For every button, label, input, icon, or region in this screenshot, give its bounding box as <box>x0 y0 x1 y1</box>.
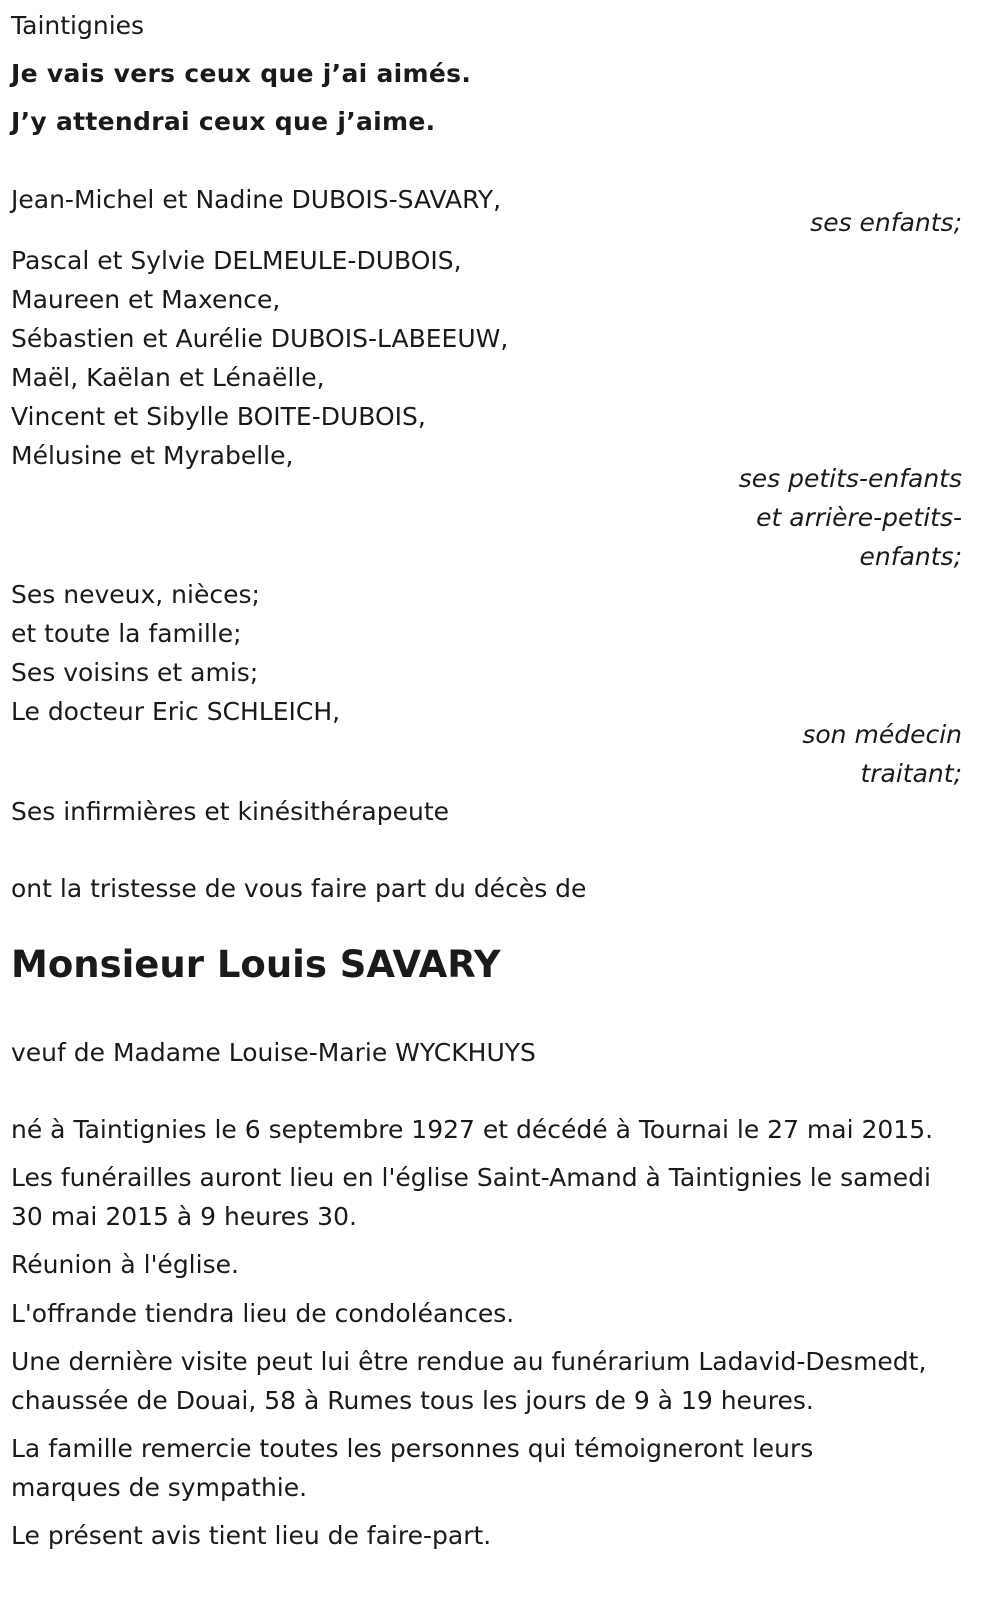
place-heading: Taintignies <box>11 11 145 40</box>
nurses-line: Ses infirmières et kinésithérapeute <box>11 797 450 826</box>
doctor-role-line: traitant; <box>860 759 962 788</box>
doctor-name: Le docteur Eric SCHLEICH, <box>11 697 341 726</box>
offering-line: L'offrande tiendra lieu de condoléances. <box>11 1299 515 1328</box>
relatives-line: Ses neveux, nièces; <box>11 580 260 609</box>
meeting-line: Réunion à l'église. <box>11 1250 239 1279</box>
grandchild-line: Pascal et Sylvie DELMEULE-DUBOIS, <box>11 246 462 275</box>
thanks-line: La famille remercie toutes les personnes qui témoigneront leurs <box>11 1434 814 1463</box>
epitaph-line-1: Je vais vers ceux que j’ai aimés. <box>11 59 472 88</box>
birth-death-line: né à Taintignies le 6 septembre 1927 et décédé à Tournai le 27 mai 2015. <box>11 1115 934 1144</box>
epitaph-line-2: J’y attendrai ceux que j’aime. <box>11 107 436 136</box>
grandchild-line: Maureen et Maxence, <box>11 285 281 314</box>
thanks-line: marques de sympathie. <box>11 1473 308 1502</box>
relatives-line: et toute la famille; <box>11 619 242 648</box>
funeral-line: Les funérailles auront lieu en l'église Saint-Amand à Taintignies le samedi <box>11 1163 931 1192</box>
grandchildren-role-line: ses petits-enfants <box>738 464 962 493</box>
notice-line: Le présent avis tient lieu de faire-part. <box>11 1521 492 1550</box>
grandchild-line: Vincent et Sibylle BOITE-DUBOIS, <box>11 402 426 431</box>
widow-of-line: veuf de Madame Louise-Marie WYCKHUYS <box>11 1038 536 1067</box>
visit-line: chaussée de Douai, 58 à Rumes tous les jours de 9 à 19 heures. <box>11 1386 814 1415</box>
visit-line: Une dernière visite peut lui être rendue au funérarium Ladavid-Desmedt, <box>11 1347 927 1376</box>
deceased-name: Monsieur Louis SAVARY <box>11 943 501 986</box>
relatives-line: Ses voisins et amis; <box>11 658 259 687</box>
funeral-line: 30 mai 2015 à 9 heures 30. <box>11 1202 357 1231</box>
grandchild-line: Mélusine et Myrabelle, <box>11 441 294 470</box>
grandchild-line: Sébastien et Aurélie DUBOIS-LABEEUW, <box>11 324 509 353</box>
grandchildren-role-line: enfants; <box>859 542 962 571</box>
children-role: ses enfants; <box>810 208 962 237</box>
children-names: Jean-Michel et Nadine DUBOIS-SAVARY, <box>11 185 502 214</box>
grandchildren-role-line: et arrière-petits- <box>756 503 962 532</box>
announcement-line: ont la tristesse de vous faire part du décès de <box>11 874 587 903</box>
doctor-role-line: son médecin <box>802 720 962 749</box>
grandchild-line: Maël, Kaëlan et Lénaëlle, <box>11 363 325 392</box>
